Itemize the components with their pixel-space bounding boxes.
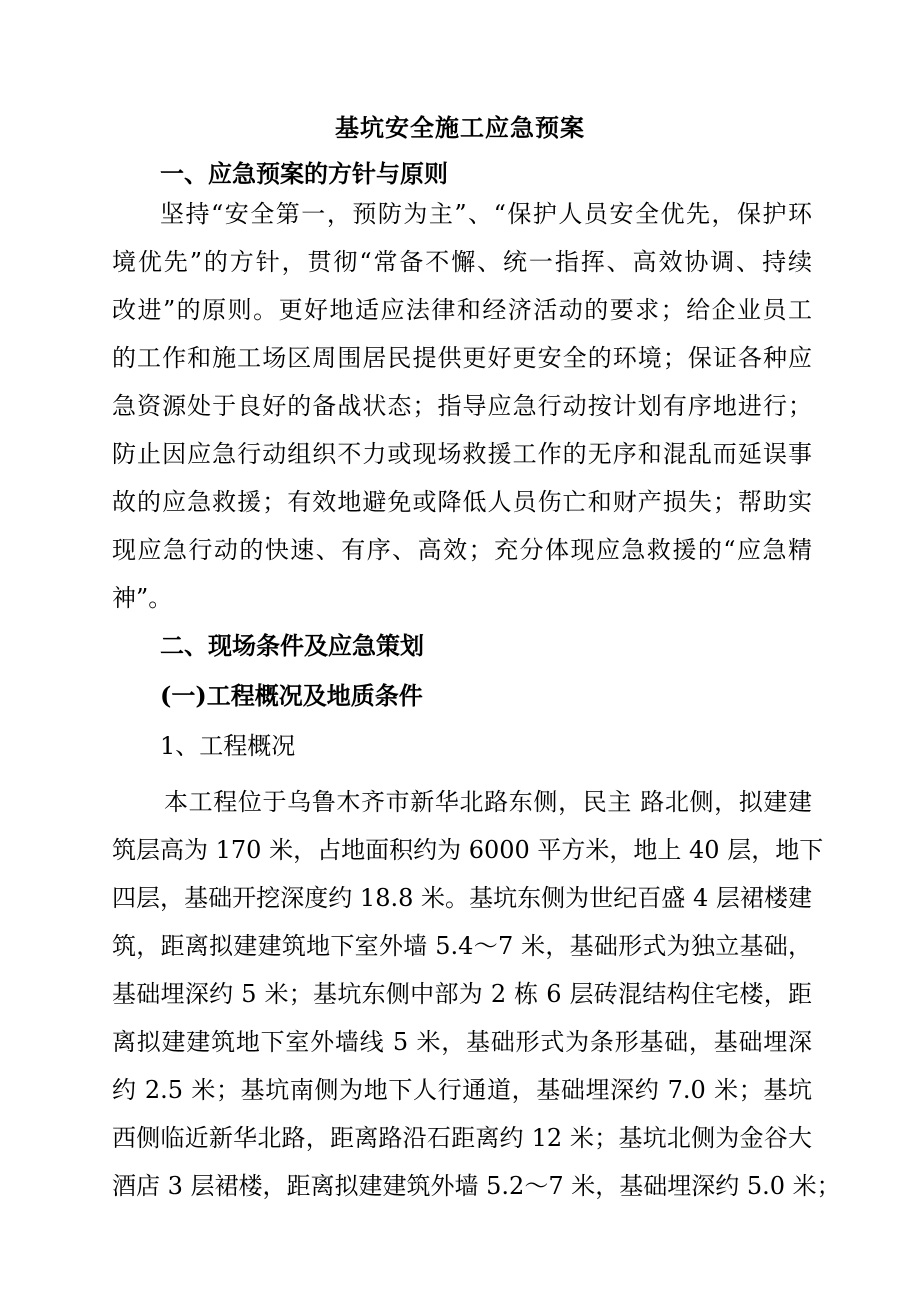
section-1-heading: 一、应急预案的方针与原则: [160, 159, 448, 188]
section-2-paragraph: [112, 778, 841, 1210]
paragraph-line: 境优先”的方针，贯彻“常备不懈、统一指挥、高效协调、持续: [112, 248, 812, 276]
section-2-heading: 二、现场条件及应急策划: [160, 631, 424, 660]
paragraph-line: 四层，基础开挖深度约 18.8 米。基坑东侧为世纪百盛 4 层裙楼建: [112, 884, 812, 912]
paragraph-line: 酒店 3 层裙楼，距离拟建建筑外墙 5.2～7 米，基础埋深约 5.0 米；: [112, 1172, 841, 1200]
paragraph-line: 急资源处于良好的备战状态；指导应急行动按计划有序地进行；: [112, 392, 812, 420]
paragraph-line: 本工程位于乌鲁木齐市新华北路东侧，民主 路北侧，拟建建: [164, 788, 812, 816]
paragraph-line: 的工作和施工场区周围居民提供更好更安全的环境；保证各种应: [112, 344, 812, 372]
paragraph-line: 筑，距离拟建建筑地下室外墙 5.4～7 米，基础形式为独立基础，: [112, 932, 812, 960]
document-title: 基坑安全施工应急预案: [335, 113, 585, 142]
paragraph-line: 现应急行动的快速、有序、高效；充分体现应急救援的“应急精: [112, 536, 812, 564]
paragraph-line: 基础埋深约 5 米；基坑东侧中部为 2 栋 6 层砖混结构住宅楼，距: [112, 980, 812, 1008]
section-1-paragraph: [112, 190, 812, 622]
section-2-subheading: (一)工程概况及地质条件: [160, 681, 423, 710]
paragraph-line: 故的应急救援；有效地避免或降低人员伤亡和财产损失；帮助实: [112, 488, 812, 516]
paragraph-line: 坚持“安全第一，预防为主”、“保护人员安全优先，保护环: [160, 200, 812, 228]
paragraph-line: 筑层高为 170 米，占地面积约为 6000 平方米，地上 40 层，地下: [112, 836, 824, 864]
paragraph-line: 离拟建建筑地下室外墙线 5 米，基础形式为条形基础，基础埋深: [112, 1028, 812, 1056]
section-2-item-heading: 1、工程概况: [160, 732, 296, 760]
paragraph-line: 改进”的原则。更好地适应法律和经济活动的要求；给企业员工: [112, 296, 812, 324]
paragraph-line: 神”。: [112, 584, 173, 612]
paragraph-line: 约 2.5 米；基坑南侧为地下人行通道，基础埋深约 7.0 米；基坑: [112, 1076, 812, 1104]
paragraph-line: 防止因应急行动组织不力或现场救援工作的无序和混乱而延误事: [112, 440, 812, 468]
paragraph-line: 西侧临近新华北路，距离路沿石距离约 12 米；基坑北侧为金谷大: [112, 1124, 812, 1152]
